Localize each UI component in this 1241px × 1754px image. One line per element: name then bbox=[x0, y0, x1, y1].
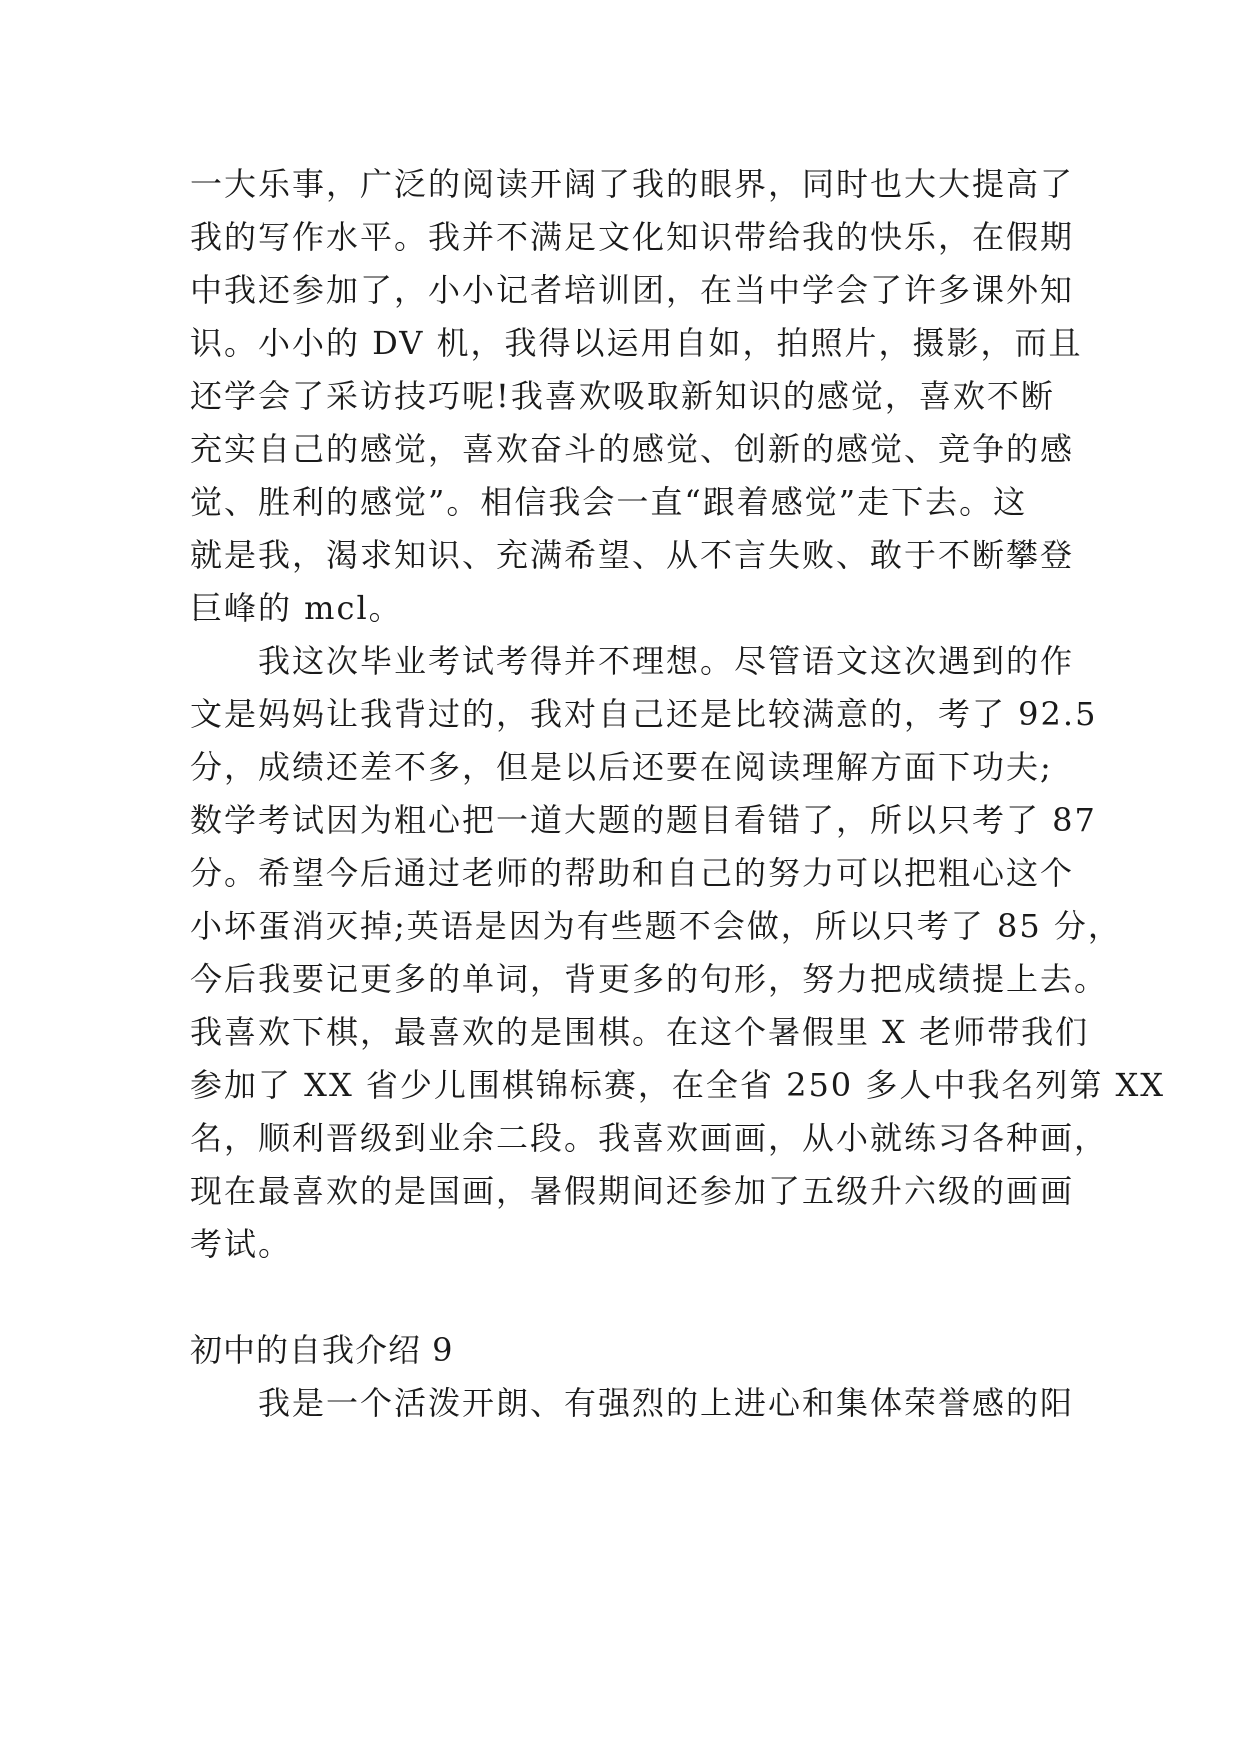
text-line: 一大乐事，广泛的阅读开阔了我的眼界，同时也大大提高了 bbox=[190, 165, 1075, 203]
text-line: 我这次毕业考试考得并不理想。尽管语文这次遇到的作 bbox=[258, 642, 1075, 680]
text-line: 今后我要记更多的单词，背更多的句形，努力把成绩提上去。 bbox=[190, 960, 1109, 998]
text-line: 巨峰的 mcl。 bbox=[190, 589, 403, 627]
section-heading: 初中的自我介绍 9 bbox=[190, 1331, 454, 1369]
text-line: 我是一个活泼开朗、有强烈的上进心和集体荣誉感的阳 bbox=[258, 1384, 1075, 1422]
text-line: 还学会了采访技巧呢!我喜欢吸取新知识的感觉，喜欢不断 bbox=[190, 377, 1055, 415]
text-line: 分。希望今后通过老师的帮助和自己的努力可以把粗心这个 bbox=[190, 854, 1075, 892]
text-line: 文是妈妈让我背过的，我对自己还是比较满意的，考了 92.5 bbox=[190, 695, 1098, 733]
paragraph-1 bbox=[190, 158, 1083, 635]
text-line: 名，顺利晋级到业余二段。我喜欢画画，从小就练习各种画， bbox=[190, 1119, 1109, 1157]
text-line: 中我还参加了，小小记者培训团，在当中学会了许多课外知 bbox=[190, 271, 1075, 309]
document-body bbox=[190, 158, 1166, 1430]
paragraph-3 bbox=[190, 1377, 1075, 1430]
text-line: 我的写作水平。我并不满足文化知识带给我的快乐，在假期 bbox=[190, 218, 1075, 256]
text-line: 就是我，渴求知识、充满希望、从不言失败、敢于不断攀登 bbox=[190, 536, 1075, 574]
text-line: 现在最喜欢的是国画，暑假期间还参加了五级升六级的画画 bbox=[190, 1172, 1075, 1210]
text-line: 充实自己的感觉，喜欢奋斗的感觉、创新的感觉、竞争的感 bbox=[190, 430, 1075, 468]
text-line: 我喜欢下棋，最喜欢的是围棋。在这个暑假里 X 老师带我们 bbox=[190, 1013, 1090, 1051]
text-line: 参加了 XX 省少儿围棋锦标赛，在全省 250 多人中我名列第 XX bbox=[190, 1066, 1166, 1104]
text-line: 觉、胜利的感觉”。相信我会一直“跟着感觉”走下去。这 bbox=[190, 483, 1028, 521]
text-line: 考试。 bbox=[190, 1225, 293, 1263]
text-line: 分，成绩还差不多，但是以后还要在阅读理解方面下功夫; bbox=[190, 748, 1053, 786]
paragraph-2 bbox=[190, 635, 1166, 1271]
text-line: 数学考试因为粗心把一道大题的题目看错了，所以只考了 87 bbox=[190, 801, 1097, 839]
text-line: 识。小小的 DV 机，我得以运用自如，拍照片，摄影，而且 bbox=[190, 324, 1083, 362]
text-line: 小坏蛋消灭掉;英语是因为有些题不会做，所以只考了 85 分， bbox=[190, 907, 1122, 945]
